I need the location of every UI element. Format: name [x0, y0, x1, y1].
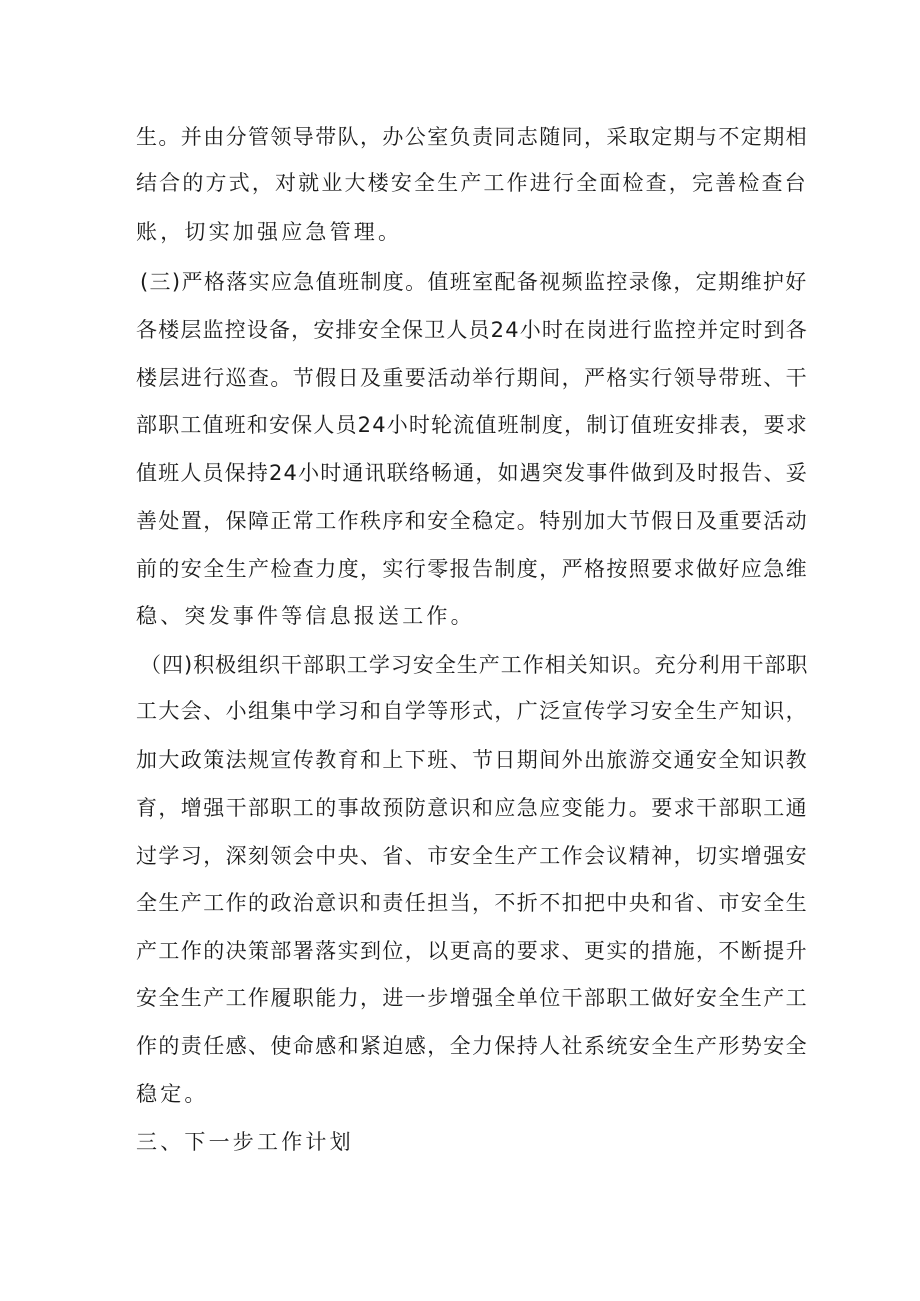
text-line: 账，切实加强应急管理。 [136, 220, 403, 244]
section-heading-next-steps: 三、下一步工作计划 [136, 1130, 354, 1154]
text-line: 稳定。 [136, 1082, 209, 1106]
text-line: 加大政策法规宣传教育和上下班、节日期间外出旅游交通安全知识教 [136, 748, 808, 772]
text-line: 作的责任感、使命感和紧迫感，全力保持人社系统安全生产形势安全 [136, 1034, 808, 1058]
text-line: 全生产工作的政治意识和责任担当，不折不扣把中央和省、市安全生 [136, 891, 808, 915]
text-line: 生。并由分管领导带队，办公室负责同志随同，采取定期与不定期相 [136, 125, 808, 149]
text-line: 工大会、小组集中学习和自学等形式，广泛宣传学习安全生产知识， [136, 699, 808, 723]
text-line: 善处置，保障正常工作秩序和安全稳定。特别加大节假日及重要活动 [136, 509, 808, 533]
text-line: 值班人员保持24小时通讯联络畅通，如遇突发事件做到及时报告、妥 [136, 461, 808, 485]
text-line: 楼层进行巡查。节假日及重要活动举行期间，严格实行领导带班、干 [136, 366, 808, 390]
text-line: 各楼层监控设备，安排安全保卫人员24小时在岗进行监控并定时到各 [136, 318, 808, 342]
text-line: 结合的方式，对就业大楼安全生产工作进行全面检查，完善检查台 [136, 171, 808, 195]
text-line: 育，增强干部职工的事故预防意识和应急应变能力。要求干部职工通 [136, 796, 808, 820]
text-line: 产工作的决策部署落实到位，以更高的要求、更实的措施，不断提升 [136, 939, 808, 963]
text-line: 安全生产工作履职能力，进一步增强全单位干部职工做好安全生产工 [136, 986, 808, 1010]
text-line: 过学习，深刻领会中央、省、市安全生产工作会议精神，切实增强安 [136, 844, 808, 868]
text-line: 部职工值班和安保人员24小时轮流值班制度，制订值班安排表，要求 [136, 413, 808, 437]
section-4-heading-line: （四)积极组织干部职工学习安全生产工作相关知识。充分利用干部职 [140, 653, 809, 677]
text-line: 稳、突发事件等信息报送工作。 [136, 604, 475, 628]
text-line: 前的安全生产检查力度，实行零报告制度，严格按照要求做好应急维 [136, 557, 808, 581]
section-3-heading-line: (三)严格落实应急值班制度。值班室配备视频监控录像，定期维护好 [140, 270, 808, 294]
